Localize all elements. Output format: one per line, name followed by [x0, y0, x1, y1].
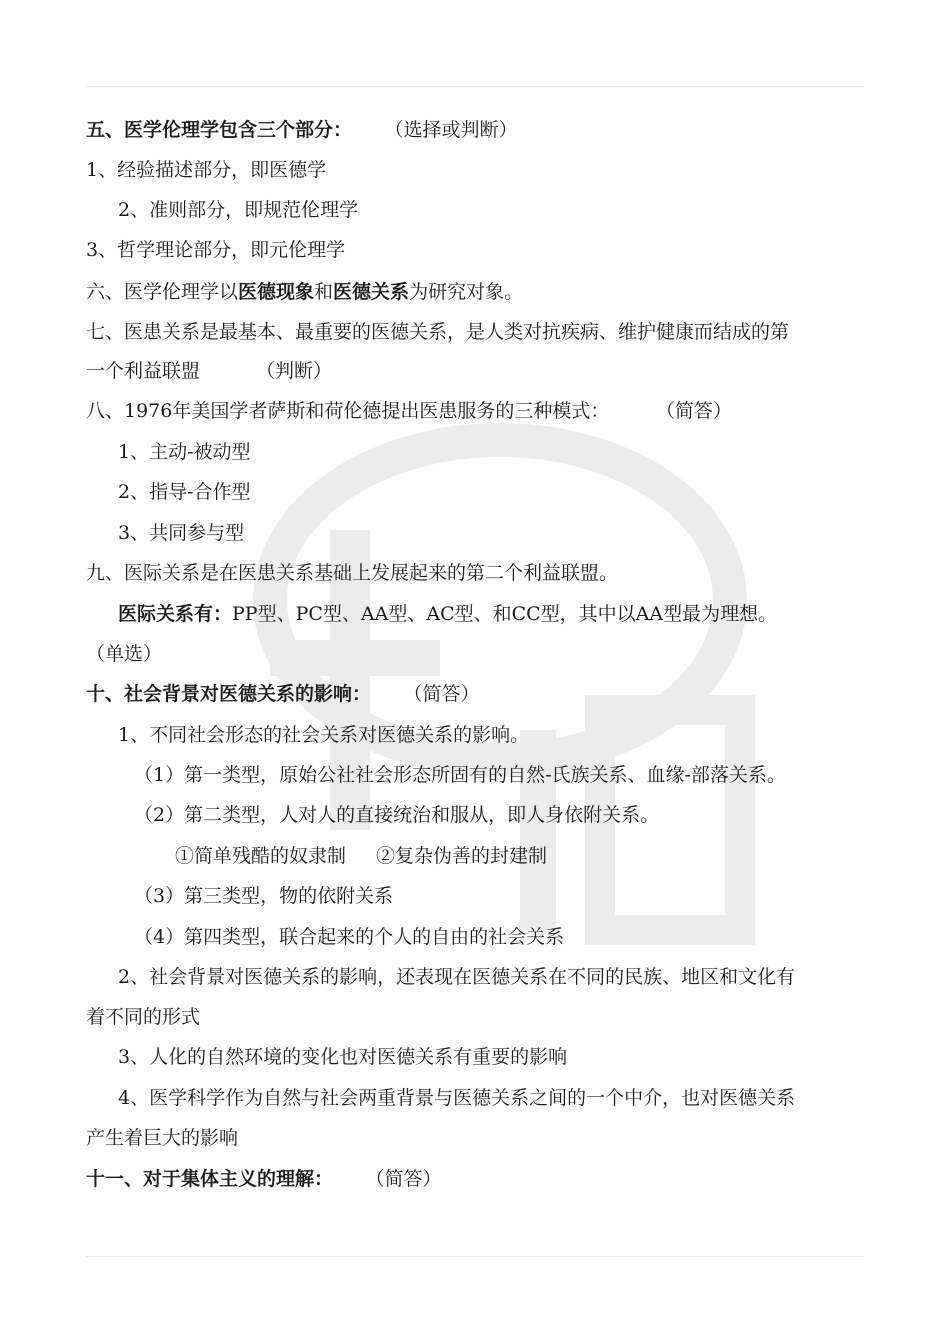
section-ten-sub-2a: ①简单残酷的奴隶制	[175, 845, 347, 867]
section-six	[86, 279, 523, 305]
section-ten-title: 十、社会背景对医德关系的影响：	[86, 683, 372, 705]
section-five-item-2: 2、准则部分，即规范伦理学	[118, 199, 359, 221]
section-ten-sub-2-items	[175, 843, 547, 869]
section-nine-line-2	[118, 601, 777, 627]
section-seven-text: 一个利益联盟	[86, 360, 201, 382]
section-eight-title: 八、1976年美国学者萨斯和荷伦德提出医患服务的三种模式：	[86, 400, 610, 422]
footer-rule	[86, 1256, 864, 1257]
section-ten-sub-1: （1）第一类型，原始公社社会形态所固有的自然-氏族关系、血缘-部落关系。	[134, 764, 786, 786]
section-eleven-note: （简答）	[375, 1168, 442, 1190]
section-eight-note: （简答）	[665, 400, 732, 422]
section-five-item-1: 1、经验描述部分，即医德学	[86, 159, 327, 181]
section-ten-sub-2: （2）第二类型，人对人的直接统治和服从，即人身依附关系。	[134, 804, 660, 826]
section-ten-note: （简答）	[413, 683, 480, 705]
section-ten-sub-3: （3）第三类型，物的依附关系	[134, 885, 394, 907]
section-five-note: （选择或判断）	[394, 119, 518, 141]
section-nine-label: 医际关系有：	[118, 603, 233, 625]
section-eleven-heading	[86, 1166, 442, 1192]
section-six-text-a: 六、医学伦理学以	[86, 281, 239, 303]
section-nine-note: （单选）	[86, 643, 163, 665]
section-ten-heading	[86, 681, 480, 707]
section-six-bold-2: 医德关系	[333, 281, 410, 303]
section-eight-heading	[86, 398, 732, 424]
section-eight-item-1: 1、主动-被动型	[118, 441, 251, 463]
section-eight-item-2: 2、指导-合作型	[118, 481, 251, 503]
section-six-text-c: 和	[314, 281, 334, 303]
section-ten-sub-4: （4）第四类型，联合起来的个人的自由的社会关系	[134, 926, 565, 948]
section-nine-line-1: 九、医际关系是在医患关系基础上发展起来的第二个利益联盟。	[86, 562, 619, 584]
section-ten-para-4-line-2: 产生着巨大的影响	[86, 1127, 239, 1149]
section-ten-para-2-line-2: 着不同的形式	[86, 1006, 201, 1028]
section-ten-sub-2b: ②复杂伪善的封建制	[376, 845, 548, 867]
section-five-title: 五、医学伦理学包含三个部分：	[86, 119, 353, 141]
section-seven-note: （判断）	[256, 360, 333, 382]
section-ten-para-2-line-1: 2、社会背景对医德关系的影响，还表现在医德关系在不同的民族、地区和文化有	[118, 966, 796, 988]
section-six-text-e: 为研究对象。	[409, 281, 524, 303]
section-six-bold-1: 医德现象	[238, 281, 315, 303]
section-eight-item-3: 3、共同参与型	[118, 522, 245, 544]
section-ten-para-4-line-1: 4、医学科学作为自然与社会两重背景与医德关系之间的一个中介，也对医德关系	[118, 1087, 796, 1109]
section-five-heading	[86, 117, 518, 143]
section-ten-para-3: 3、人化的自然环境的变化也对医德关系有重要的影响	[118, 1046, 568, 1068]
section-five-item-3: 3、哲学理论部分，即元伦理学	[86, 239, 346, 261]
section-seven-line-1: 七、医患关系是最基本、最重要的医德关系，是人类对抗疾病、维护健康而结成的第	[86, 321, 790, 343]
section-eleven-title: 十一、对于集体主义的理解：	[86, 1168, 334, 1190]
section-seven-line-2	[86, 358, 332, 384]
header-rule	[86, 86, 864, 87]
section-ten-para-1: 1、不同社会形态的社会关系对医德关系的影响。	[118, 724, 530, 746]
section-nine-text: PP型、PC型、AA型、AC型、和CC型，其中以AA型最为理想。	[232, 603, 778, 625]
